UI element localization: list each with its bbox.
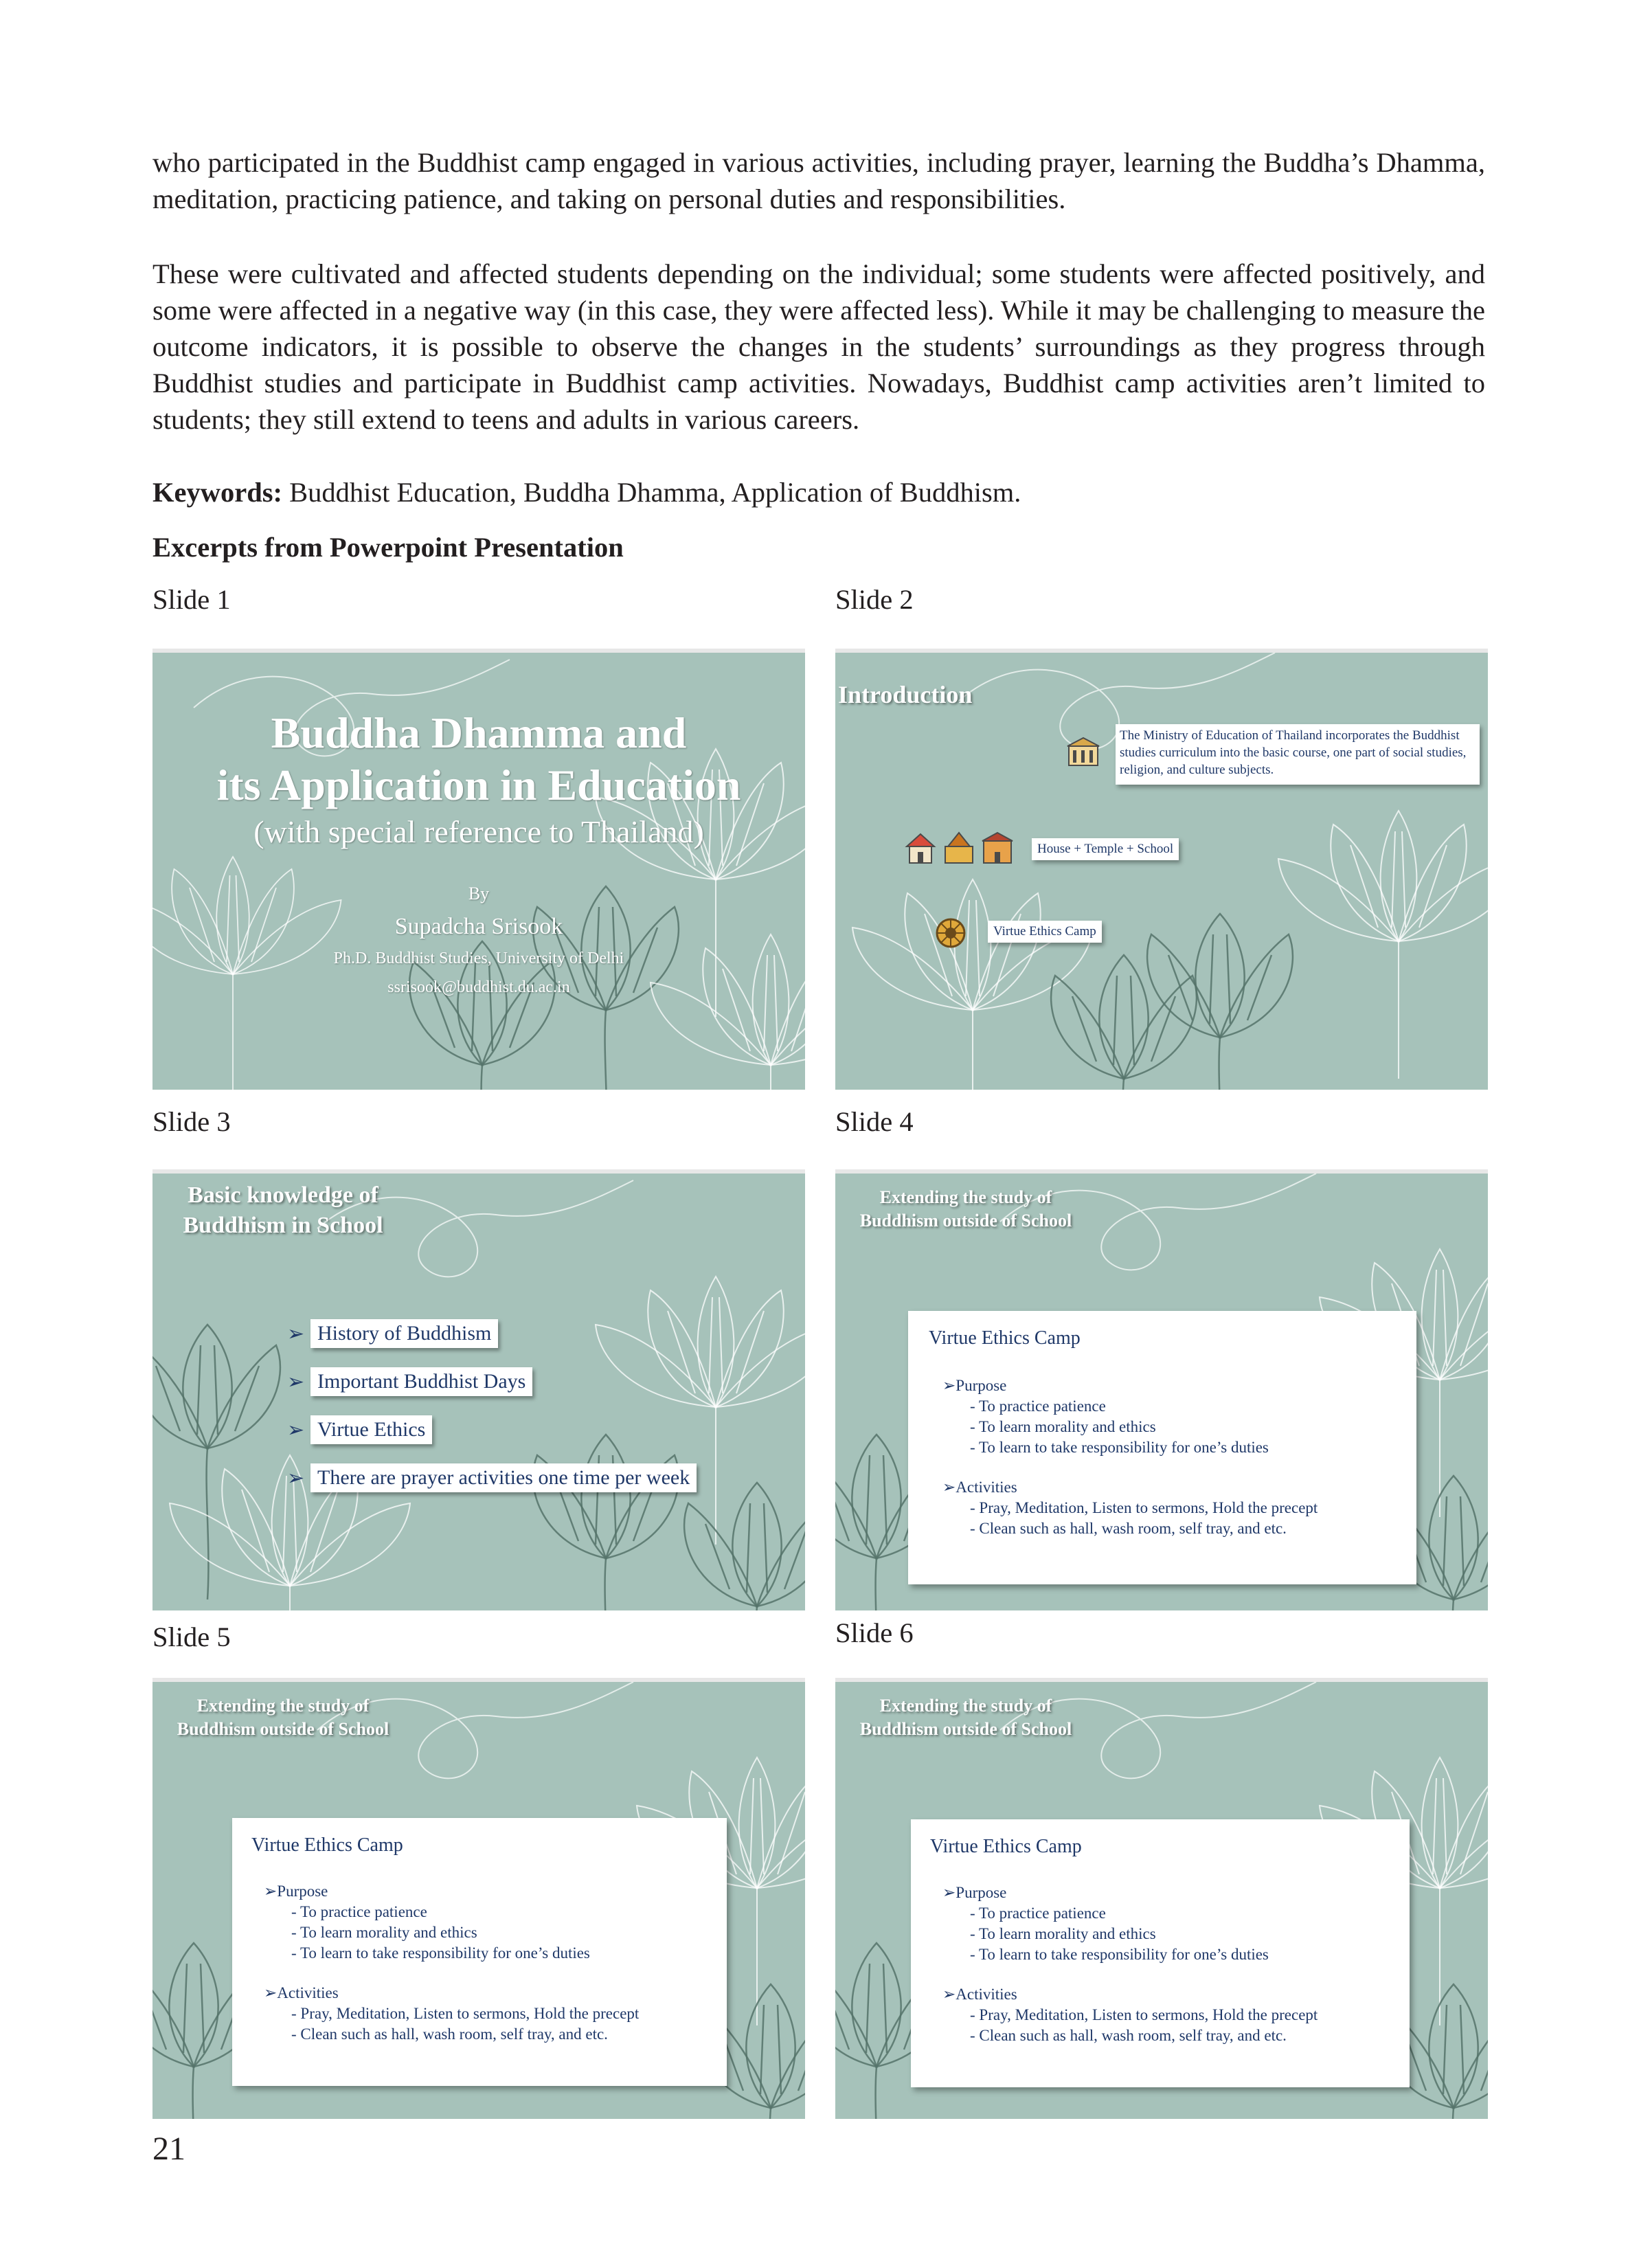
slide4-title-line1: Extending the study of xyxy=(879,1187,1052,1207)
bullet-arrow-icon: ➢ xyxy=(287,1371,305,1393)
slide1-by: By xyxy=(468,884,490,903)
camp-purpose-item: - To practice patience xyxy=(970,1397,1106,1415)
camp-activity-item: - Pray, Meditation, Listen to sermons, Hold the precept xyxy=(970,2006,1318,2023)
camp-activity-item: - Pray, Meditation, Listen to sermons, Hold the precept xyxy=(970,1499,1318,1516)
slide2-ministry-box: The Ministry of Education of Thailand incorporates the Buddhist studies curriculum into the basic course, one part of social studies, religion, and culture subjects. xyxy=(1116,724,1480,785)
slide6-title xyxy=(835,1694,1096,1741)
slide1-subtitle: (with special reference to Thailand) xyxy=(253,814,704,849)
slide5-title-line2: Buddhism outside of School xyxy=(177,1719,389,1739)
slide1-title-line2: its Application in Education xyxy=(216,761,741,809)
camp-purpose-item: - To learn morality and ethics xyxy=(970,1418,1156,1435)
intro-paragraph: who participated in the Buddhist camp engaged in various activities, including prayer, learning the Buddha’s Dhamma, meditation, practicing patience, and taking on personal duties and responsibilities. xyxy=(152,147,1485,214)
camp-purpose-item: - To learn morality and ethics xyxy=(970,1925,1156,1942)
slide1-affiliation: Ph.D. Buddhist Studies, University of Delhi xyxy=(333,950,624,967)
dharma-wheel-icon xyxy=(934,917,967,950)
slide6-title-line1: Extending the study of xyxy=(879,1696,1052,1716)
slide1-author: Supadcha Srisook xyxy=(394,914,563,939)
slide6-camp-card xyxy=(911,1819,1410,2087)
slide6-title-line2: Buddhism outside of School xyxy=(859,1719,1072,1739)
camp-purpose: ➢Purpose xyxy=(942,1377,1007,1394)
camp-purpose: ➢Purpose xyxy=(264,1883,328,1900)
camp-activity-item: - Pray, Meditation, Listen to sermons, Hold the precept xyxy=(291,2005,640,2022)
slide-2 xyxy=(835,653,1488,1090)
slide5-camp-card xyxy=(232,1818,727,2086)
camp-purpose-item: - To practice patience xyxy=(970,1905,1106,1922)
page-number: 21 xyxy=(152,2131,185,2167)
slide1-email: ssrisook@buddhist.du.ac.in xyxy=(387,978,570,996)
slide3-title-line1: Basic knowledge of xyxy=(188,1182,378,1208)
slide1-title-line1: Buddha Dhamma and xyxy=(271,708,687,757)
slide4-camp-card xyxy=(908,1311,1416,1584)
slide2-title: Introduction xyxy=(838,681,973,708)
camp-activity-item: - Clean such as hall, wash room, self tray, and etc. xyxy=(970,2027,1287,2044)
bullet-arrow-icon: ➢ xyxy=(287,1323,305,1345)
slide5-title xyxy=(152,1694,414,1741)
slide-label-1: Slide 1 xyxy=(152,584,231,615)
slide3-title-line2: Buddhism in School xyxy=(183,1213,383,1238)
camp-activities: ➢Activities xyxy=(942,1479,1017,1496)
slide5-title-line1: Extending the study of xyxy=(196,1696,370,1716)
camp-title: Virtue Ethics Camp xyxy=(930,1836,1082,1857)
keywords xyxy=(152,474,1021,510)
slide-label-5: Slide 5 xyxy=(152,1621,231,1652)
slide3-item: History of Buddhism xyxy=(310,1319,498,1348)
slide2-house-temple-school-box: House + Temple + School xyxy=(1032,838,1179,860)
slide-label-2: Slide 2 xyxy=(835,584,914,615)
slide-3 xyxy=(152,1174,805,1610)
lotus-illustration xyxy=(835,653,1488,1090)
slide3-item: Important Buddhist Days xyxy=(310,1367,532,1396)
slide4-title xyxy=(835,1186,1096,1233)
camp-title: Virtue Ethics Camp xyxy=(929,1327,1081,1349)
slide-1 xyxy=(152,653,805,1090)
camp-activity-item: - Clean such as hall, wash room, self tray, and etc. xyxy=(291,2025,608,2043)
slide-4 xyxy=(835,1174,1488,1610)
excerpts-heading: Excerpts from Powerpoint Presentation xyxy=(152,532,624,563)
camp-activity-item: - Clean such as hall, wash room, self tray, and etc. xyxy=(970,1520,1287,1537)
slide3-title xyxy=(152,1180,414,1241)
slide-label-3: Slide 3 xyxy=(152,1106,231,1137)
ministry-building-icon xyxy=(1066,737,1100,768)
slide-label-6: Slide 6 xyxy=(835,1617,914,1648)
slide4-title-line2: Buddhism outside of School xyxy=(859,1211,1072,1231)
camp-activities: ➢Activities xyxy=(942,1986,1017,2003)
slide2-virtue-ethics-camp-box: Virtue Ethics Camp xyxy=(988,921,1102,943)
slide-label-4: Slide 4 xyxy=(835,1106,914,1137)
house-temple-school-icons xyxy=(904,831,1014,866)
slide3-item: Virtue Ethics xyxy=(310,1415,432,1444)
keywords-label: Keywords: xyxy=(152,477,282,508)
slide-6 xyxy=(835,1682,1488,2119)
camp-purpose: ➢Purpose xyxy=(942,1884,1007,1901)
camp-purpose-item: - To learn to take responsibility for one’s duties xyxy=(291,1944,590,1962)
camp-purpose-item: - To learn morality and ethics xyxy=(291,1924,477,1941)
body-paragraph: These were cultivated and affected students depending on the individual; some students were affected positively, and some were affected in a negative way (in this case, they were affected less). While it may be challenging to measure the outcome indicators, it is possible to observe the changes in the students’ surroundings as they progress through Buddhist studies and participate in Buddhist camp activities. Nowadays, Buddhist camp activities aren’t limited to students; they still extend to teens and adults in various careers. xyxy=(152,258,1485,435)
camp-purpose-item: - To learn to take responsibility for one’s duties xyxy=(970,1439,1269,1456)
keywords-text: Buddhist Education, Buddha Dhamma, Application of Buddhism. xyxy=(289,477,1021,508)
slide3-item: There are prayer activities one time per week xyxy=(310,1463,697,1492)
bullet-arrow-icon: ➢ xyxy=(287,1467,305,1490)
camp-purpose-item: - To learn to take responsibility for one’s duties xyxy=(970,1946,1269,1963)
camp-activities: ➢Activities xyxy=(264,1984,339,2001)
bullet-arrow-icon: ➢ xyxy=(287,1419,305,1441)
camp-title: Virtue Ethics Camp xyxy=(251,1834,403,1856)
slide-5 xyxy=(152,1682,805,2119)
camp-purpose-item: - To practice patience xyxy=(291,1903,427,1920)
